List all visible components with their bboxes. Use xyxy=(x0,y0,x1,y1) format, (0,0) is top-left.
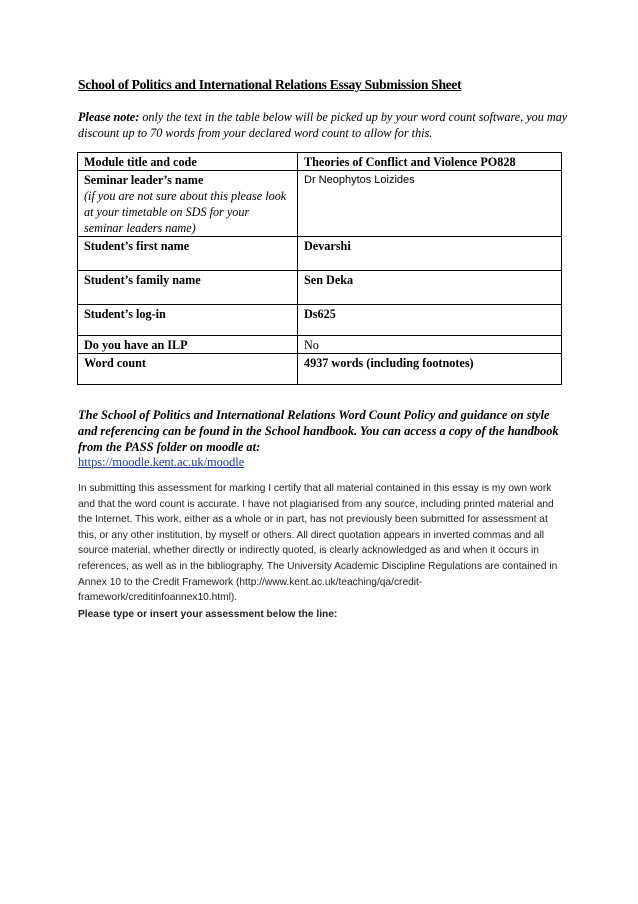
submission-info-table xyxy=(77,152,562,385)
first-name-value: Devarshi xyxy=(298,237,562,271)
family-name-value: Sen Deka xyxy=(298,271,562,305)
module-label: Module title and code xyxy=(78,153,298,171)
declaration-text: In submitting this assessment for marking I certify that all material contained in this essay is my own work and that the word count is accurate. I have not plagiarised from any source, including printed material and the Internet. This work, either as a whole or in part, has not previously been submitted for assessment at this, or any other institution, by myself or others. All direct quotation appears in inverted commas and all source material, whether directly or indirectly quoted, is clearly acknowledged as and when it occurs in references, as well as in the bibliography. The University Academic Discipline Regulations are contained in Annex 10 to the Credit Framework (http://www.kent.ac.uk/teaching/qa/credit-framework/creditinfoannex10.html). xyxy=(78,483,558,604)
login-value: Ds625 xyxy=(298,305,562,336)
note-paragraph xyxy=(78,109,568,141)
ilp-label: Do you have an ILP xyxy=(78,336,298,354)
first-name-label: Student’s first name xyxy=(78,237,298,271)
assessment-instruction: Please type or insert your assessment below the line: xyxy=(78,609,338,620)
note-text: only the text in the table below will be picked up by your word count software, you may discount up to 70 words from your declared word count to allow for this. xyxy=(78,110,568,140)
table-row xyxy=(78,237,562,271)
word-count-label: Word count xyxy=(78,354,298,385)
moodle-link[interactable]: https://moodle.kent.ac.uk/moodle xyxy=(78,455,245,469)
seminar-hint: (if you are not sure about this please look at your timetable on SDS for your seminar leaders name) xyxy=(84,189,287,235)
policy-paragraph: The School of Politics and International Relations Word Count Policy and guidance on style and referencing can be found in the School handbook. You can access a copy of the handbook from the PASS folder on moodle at: xyxy=(78,408,559,454)
word-count-value: 4937 words (including footnotes) xyxy=(298,354,562,385)
login-label: Student’s log-in xyxy=(78,305,298,336)
table-row xyxy=(78,354,562,385)
table-row xyxy=(78,336,562,354)
family-name-label: Student’s family name xyxy=(78,271,298,305)
seminar-value: Dr Neophytos Loizides xyxy=(298,171,562,237)
table-row xyxy=(78,171,562,237)
document-title: School of Politics and International Relations Essay Submission Sheet xyxy=(78,77,462,92)
ilp-value: No xyxy=(298,336,562,354)
table-row xyxy=(78,153,562,171)
seminar-label: Seminar leader’s name xyxy=(84,173,204,187)
seminar-label-cell xyxy=(78,171,298,237)
note-label: Please note: xyxy=(78,110,140,124)
table-row xyxy=(78,305,562,336)
table-row xyxy=(78,271,562,305)
module-value: Theories of Conflict and Violence PO828 xyxy=(298,153,562,171)
